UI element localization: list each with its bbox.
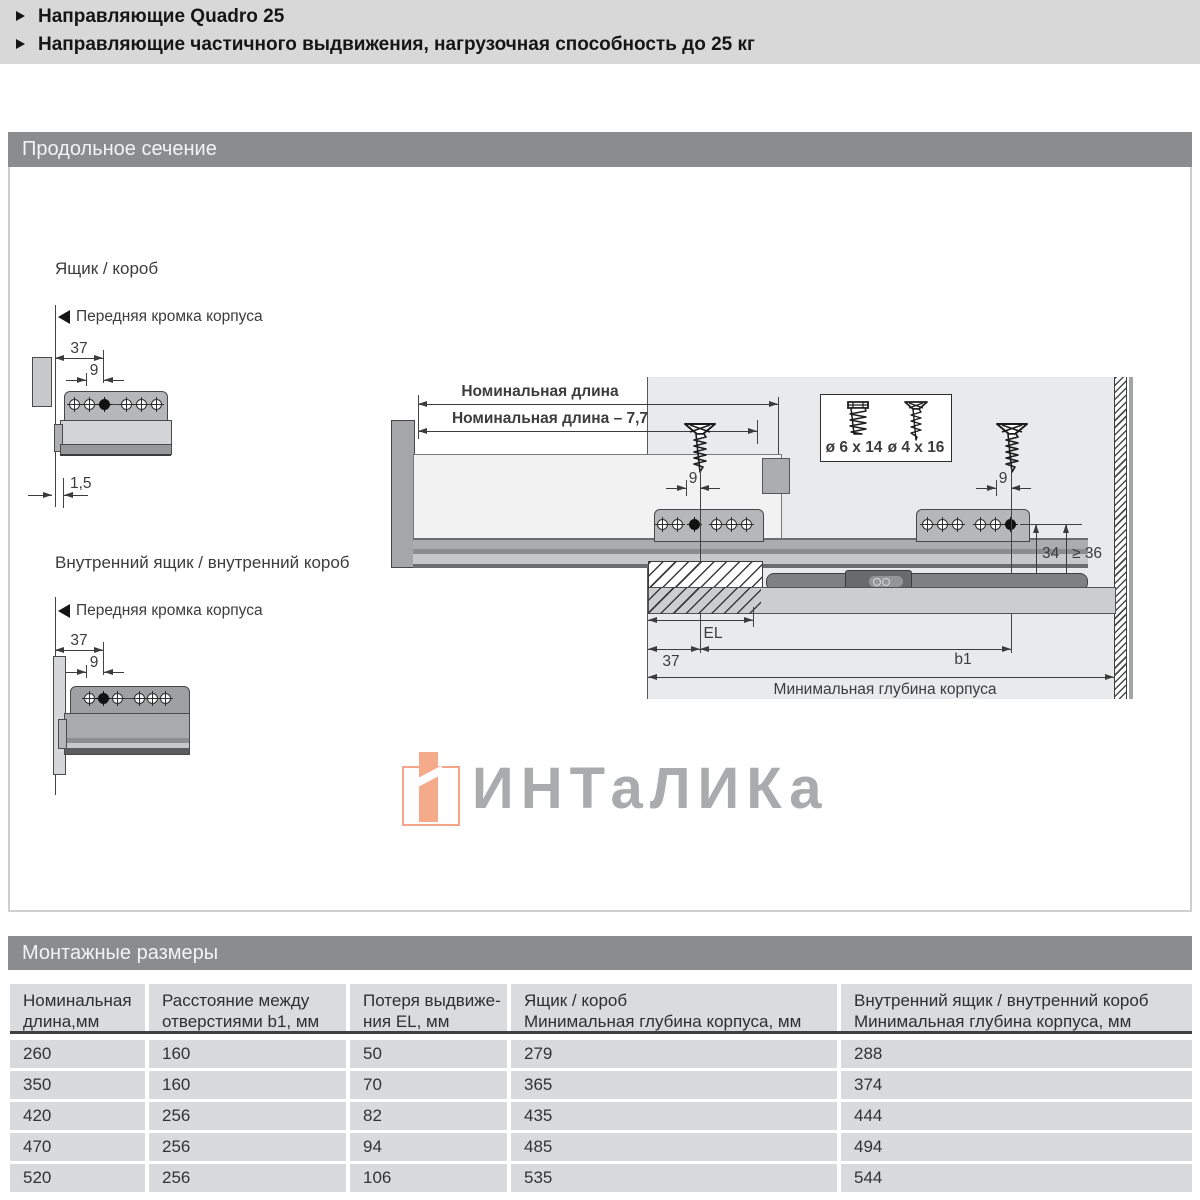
mounting-hole [160,693,171,704]
hole-centerline [1011,469,1012,653]
mounting-hole-reference [689,519,700,530]
latch-dot [882,578,890,586]
mounting-hole [121,399,132,410]
mounting-hole [726,519,737,530]
table-cell: 256 [149,1164,346,1192]
dim-value-9: 9 [89,654,99,671]
mounting-hole [741,519,752,530]
table-cell: 288 [841,1040,1192,1068]
dim-value-ge36: ≥ 36 [1072,545,1103,562]
inner-drawer-profile [64,713,190,755]
dim-value-9: 9 [998,470,1008,487]
table-cell: 420 [10,1102,145,1130]
dim-value-37: 37 [70,340,88,357]
nominal-length-label: Номинальная длина [461,383,619,400]
table-cell: 544 [841,1164,1192,1192]
table-header-cell [511,984,837,1031]
dim-value-el: EL [703,625,723,642]
mounting-hole [711,519,722,530]
table-cell: 94 [350,1133,507,1161]
dim-line-b1 [700,649,1011,650]
back-wall-outer-line [1129,377,1133,699]
screw-size-1: ø 6 x 14 [825,439,883,456]
dim-seg [64,495,88,496]
screw-icon [903,399,929,441]
dim-seg [104,380,124,381]
dim-line-37 [55,358,103,359]
col-header-text: отверстиями b1, мм [162,1012,320,1031]
cabinet-back-wall [1114,377,1127,699]
dim-line-37 [55,650,103,651]
front-edge-label: Передняя кромка корпуса [76,602,263,619]
drawer-box-label: Ящик / короб [55,259,159,278]
front-edge-label: Передняя кромка корпуса [76,308,263,325]
dim-line-min-depth [648,677,1114,678]
dim-seg [976,488,996,489]
table-cell: 365 [511,1071,837,1099]
table-cell: 494 [841,1133,1192,1161]
min-depth-label: Минимальная глубина корпуса [773,681,997,698]
section-title-longitudinal: Продольное сечение [8,132,1192,167]
screw-icon [843,400,873,438]
dim-seg [104,672,124,673]
mounting-hole [952,519,963,530]
dim-line-nominal-length [418,404,778,405]
dim-seg [66,380,86,381]
dim-seg [66,672,86,673]
profile-cap [58,719,67,749]
table-cell: 256 [149,1102,346,1130]
header-line-2: Направляющие частичного выдвижения, нагрузочная способность до 25 кг [38,34,755,55]
col-header-text: Ящик / короб [524,991,628,1010]
table-cell: 70 [350,1071,507,1099]
screw-icon [682,421,718,473]
table-cell: 256 [149,1133,346,1161]
mounting-hole [84,399,95,410]
table-cell: 374 [841,1071,1192,1099]
dim-seg [700,488,720,489]
mounting-hole [975,519,986,530]
mounting-hole [112,693,123,704]
table-header-cell [10,984,145,1031]
bullet-icon [16,39,25,49]
connector-latch [869,576,903,587]
table-cell: 50 [350,1040,507,1068]
dim-line-37 [648,649,700,650]
front-edge-arrow-icon [58,604,70,618]
dim-value-1-5: 1,5 [70,475,92,492]
table-cell: 520 [10,1164,145,1192]
mounting-hole [69,399,80,410]
table-cell: 350 [10,1071,145,1099]
col-header-text: Расстояние между [162,991,310,1010]
table-cell: 82 [350,1102,507,1130]
table-cell: 279 [511,1040,837,1068]
bullet-icon [16,11,25,21]
mounting-hole [937,519,948,530]
dim-value-b1: b1 [954,651,972,668]
mounting-hole [672,519,683,530]
table-cell: 160 [149,1071,346,1099]
dim-reference-line [1020,524,1082,525]
inner-drawer-box-label: Внутренний ящик / внутренний короб [55,553,350,572]
page-header-band [0,0,1200,64]
rear-bracket [762,458,790,494]
screw-size-2: ø 4 x 16 [887,439,945,456]
col-header-text: Минимальная глубина корпуса, мм [854,1012,1132,1031]
profile-bottom-edge [60,454,171,456]
table-cell: 435 [511,1102,837,1130]
dim-seg [666,488,686,489]
front-rail-cross-section [648,561,763,589]
header-line-1: Направляющие Quadro 25 [38,6,285,27]
mounting-hole [990,519,1001,530]
table-cell: 260 [10,1040,145,1068]
watermark-text: ИНТаЛИКа [472,756,829,821]
dim-value-9: 9 [89,362,99,379]
col-header-text: длина,мм [23,1012,100,1031]
mounting-hole [922,519,933,530]
drawer-bottom-profile [60,420,172,445]
table-cell: 485 [511,1133,837,1161]
dim-tick [753,607,754,627]
mounting-hole [147,693,158,704]
mounting-hole [134,693,145,704]
drawer-front-panel [391,420,415,568]
table-cell: 535 [511,1164,837,1192]
mounting-hole [136,399,147,410]
table-cell: 470 [10,1133,145,1161]
front-edge-line [55,305,56,507]
dim-value-34: 34 [1042,545,1060,562]
section-title-mounting: Монтажные размеры [8,936,1192,970]
longitudinal-section-body [8,167,1192,912]
dim-value-37: 37 [70,632,88,649]
latch-dot [873,578,881,586]
dim-line-el [648,620,753,621]
screw-size-box [820,394,952,462]
mounting-hole [84,693,95,704]
watermark-logo-bar [419,752,438,822]
nominal-length-minus-label: Номинальная длина – 7,7 [451,410,649,427]
table-header-separator [10,1031,1192,1034]
dim-tick [757,420,758,444]
dim-extension-line [418,395,419,439]
col-header-text: Внутренний ящик / внутренний короб [854,991,1149,1010]
dim-value-37: 37 [662,653,680,670]
dim-seg [1011,488,1031,489]
dim-value-9: 9 [688,470,698,487]
screw-icon [994,421,1030,473]
table-header-cell [841,984,1192,1031]
mounting-hole-reference [99,399,110,410]
table-header-cell [149,984,346,1031]
dim-tick [63,478,64,508]
cabinet-side-panel [32,357,52,407]
table-cell: 160 [149,1040,346,1068]
table-cell: 106 [350,1164,507,1192]
table-cell: 444 [841,1102,1192,1130]
dim-seg [28,495,52,496]
col-header-text: Минимальная глубина корпуса, мм [524,1012,802,1031]
col-header-text: Потеря выдвиже- [363,991,501,1010]
col-header-text: Номинальная [23,991,132,1010]
bottom-panel-hatch [648,587,761,614]
table-header-cell [350,984,507,1031]
mounting-hole [151,399,162,410]
mounting-hole [657,519,668,530]
col-header-text: ния EL, мм [363,1012,450,1031]
mounting-hole-reference [98,693,109,704]
front-edge-arrow-icon [58,310,70,324]
